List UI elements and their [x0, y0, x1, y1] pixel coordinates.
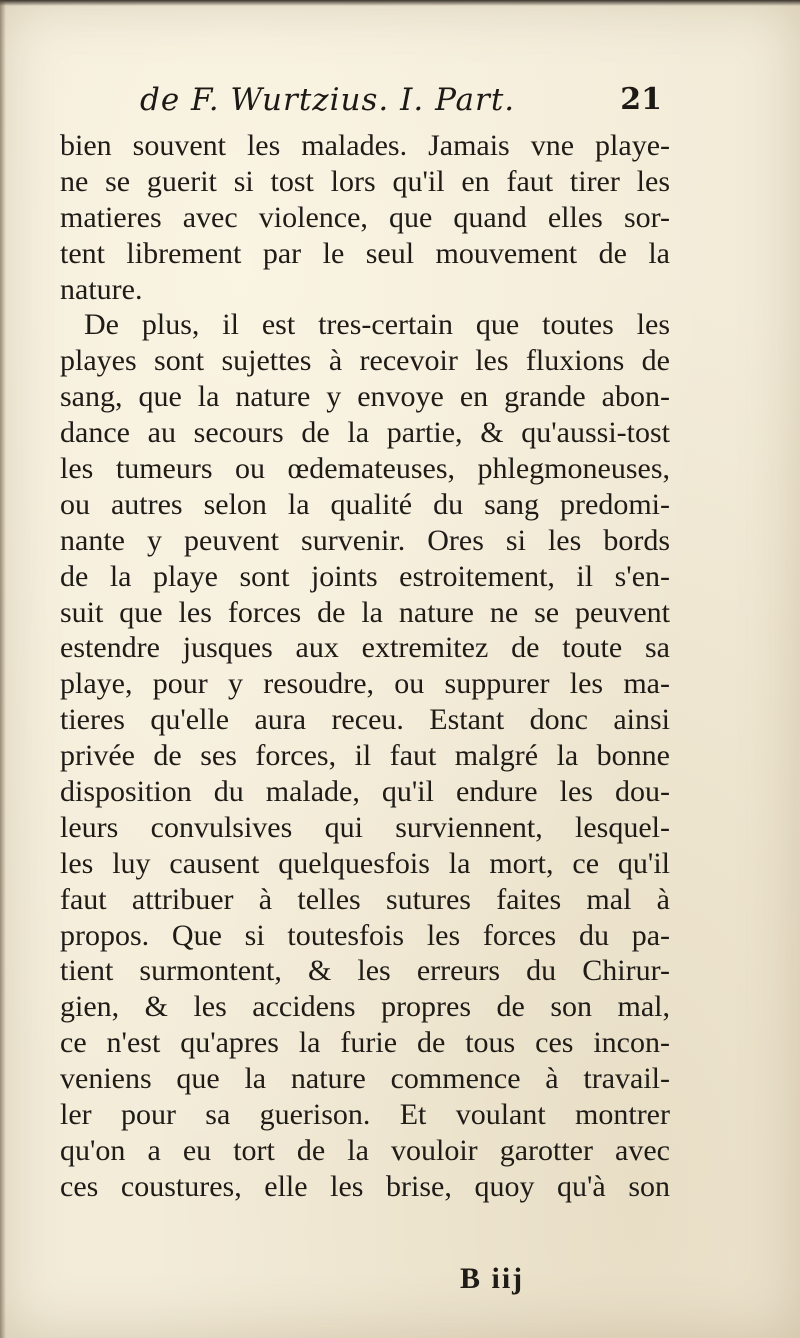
text-line: suit que les forces de la nature ne se peuvent	[60, 595, 670, 629]
text-line: leurs convulsives qui surviennent, lesquel-	[60, 810, 670, 844]
text-line: tent librement par le seul mouvement de la	[60, 236, 670, 270]
text-line: ces coustures, elle les brise, quoy qu'à son	[60, 1169, 670, 1203]
text-line: bien souvent les malades. Jamais vne playe-	[60, 129, 670, 162]
text-line: ler pour sa guerison. Et voulant montrer	[60, 1098, 670, 1132]
text-line: dance au secours de la partie, & qu'aussi-tost	[60, 416, 670, 450]
page-top-edge	[0, 0, 800, 6]
signature-mark: B iij	[460, 1262, 525, 1295]
text-line: disposition du malade, qu'il endure les dou-	[60, 775, 670, 809]
text-line: gien, & les accidens propres de son mal,	[60, 990, 670, 1024]
text-line: De plus, il est tres-certain que toutes les	[84, 308, 670, 342]
text-line: matieres avec violence, que quand elles sor-	[60, 200, 670, 234]
page-gutter-shadow	[0, 0, 6, 1338]
running-head: de F. Wurtzius. I. Part.	[140, 82, 516, 118]
text-line: ou autres selon la qualité du sang predomi-	[60, 487, 670, 521]
text-line: de la playe sont joints estroitement, il s'en-	[60, 559, 670, 593]
text-line: nature.	[60, 272, 143, 306]
text-line: playes sont sujettes à recevoir les fluxions de	[60, 344, 670, 378]
text-line: ce n'est qu'apres la furie de tous ces incon-	[60, 1026, 670, 1060]
text-line: veniens que la nature commence à travail-	[60, 1062, 670, 1096]
text-line: tieres qu'elle aura receu. Estant donc ainsi	[60, 703, 670, 737]
text-line: qu'on a eu tort de la vouloir garotter avec	[60, 1133, 670, 1167]
text-line: tient surmontent, & les erreurs du Chirur-	[60, 954, 670, 988]
text-line: playe, pour y resoudre, ou suppurer les ma-	[60, 667, 670, 701]
text-line: estendre jusques aux extremitez de toute sa	[60, 631, 670, 665]
text-line: propos. Que si toutesfois les forces du pa-	[60, 918, 670, 952]
page-number: 21	[620, 82, 662, 117]
text-line: nante y peuvent survenir. Ores si les bords	[60, 523, 670, 557]
text-line: faut attribuer à telles sutures faites mal à	[60, 882, 670, 916]
text-line: ne se guerit si tost lors qu'il en faut tirer les	[60, 164, 670, 198]
text-line: sang, que la nature y envoye en grande abon-	[60, 380, 670, 414]
text-line: privée de ses forces, il faut malgré la bonne	[60, 739, 670, 773]
body-text	[60, 128, 670, 1205]
text-line: les luy causent quelquesfois la mort, ce qu'il	[60, 846, 670, 880]
text-line: les tumeurs ou œdemateuses, phlegmoneuses,	[60, 452, 670, 486]
